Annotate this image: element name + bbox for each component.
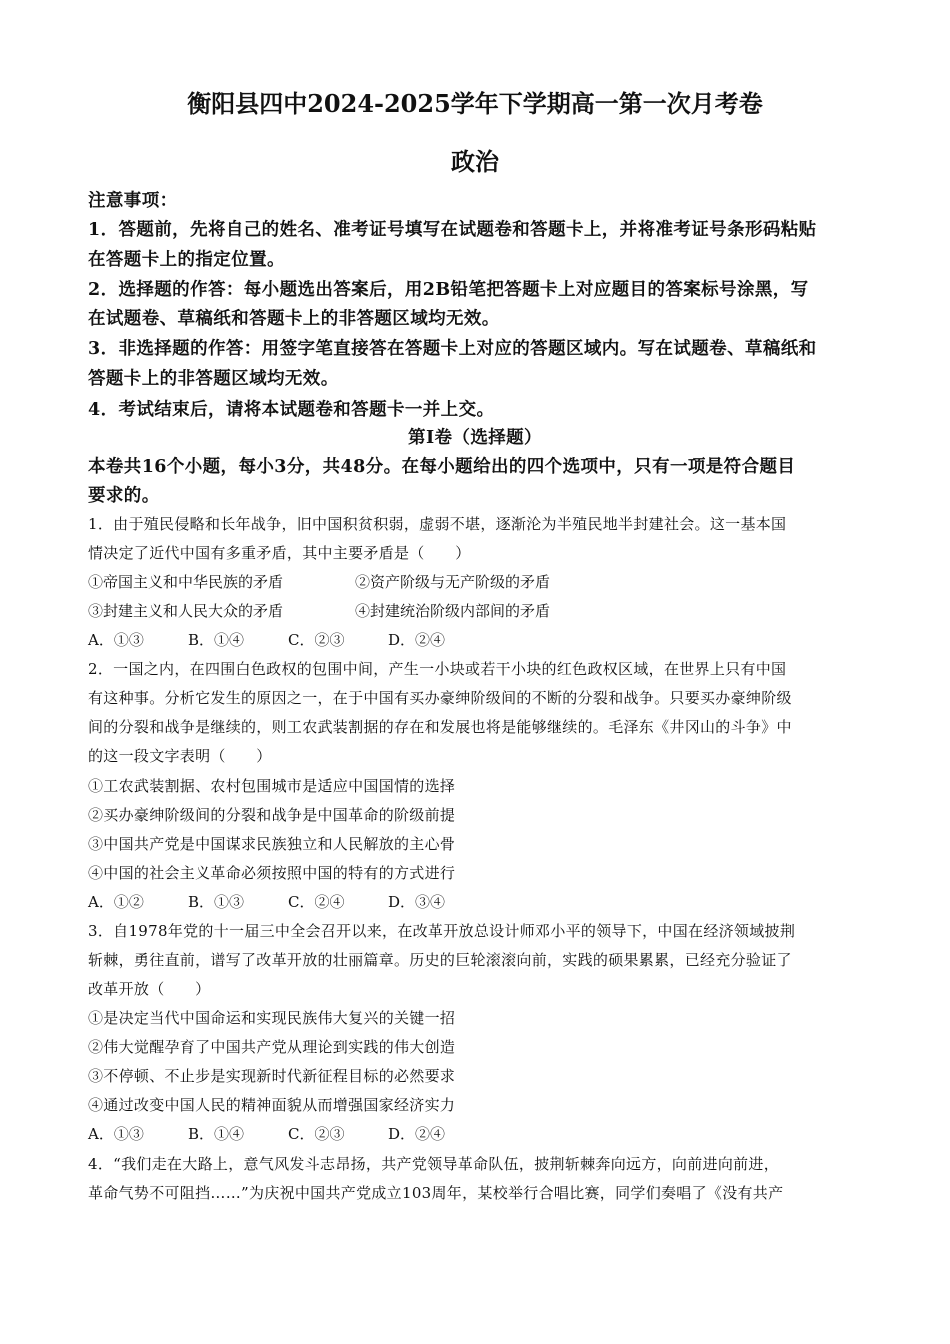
question-3-stem: 3．自1978年党的十一届三中全会召开以来，在改革开放总设计师邓小平的领导下，中国在经济领域披荆 bbox=[88, 922, 796, 940]
question-1-item: ①帝国主义和中华民族的矛盾 bbox=[88, 573, 284, 591]
notice-line: 在试题卷、草稿纸和答题卡上的非答题区域均无效。 bbox=[88, 309, 500, 329]
question-2-item: ③中国共产党是中国谋求民族独立和人民解放的主心骨 bbox=[88, 835, 456, 853]
question-2-stem: 的这一段文字表明（ ） bbox=[88, 747, 272, 765]
question-1-item: ②资产阶级与无产阶级的矛盾 bbox=[355, 573, 551, 591]
question-2-stem: 间的分裂和战争是继续的，则工农武装割据的存在和发展也将是能够继续的。毛泽东《井冈山的斗争》中 bbox=[88, 718, 792, 736]
question-3-item: ④通过改变中国人民的精神面貌从而增强国家经济实力 bbox=[88, 1096, 456, 1114]
exam-title: 衡阳县四中2024-2025学年下学期高一第一次月考卷 bbox=[187, 89, 763, 118]
notice-line: 答题卡上的非答题区域均无效。 bbox=[88, 369, 339, 389]
section-intro: 要求的。 bbox=[88, 486, 160, 506]
question-2-choice-b: B．①③ bbox=[188, 893, 245, 911]
question-1-stem: 1．由于殖民侵略和长年战争，旧中国积贫积弱，虚弱不堪，逐渐沦为半殖民地半封建社会。这一基本国 bbox=[88, 515, 787, 533]
question-1-stem: 情决定了近代中国有多重矛盾，其中主要矛盾是（ ） bbox=[88, 544, 471, 562]
question-2-item: ④中国的社会主义革命必须按照中国的特有的方式进行 bbox=[88, 864, 456, 882]
question-1-choice-c: C．②③ bbox=[288, 631, 345, 649]
section-intro: 本卷共16个小题，每小3分，共48分。在每小题给出的四个选项中，只有一项是符合题目 bbox=[88, 457, 796, 477]
question-2-stem: 有这种事。分析它发生的原因之一，在于中国有买办豪绅阶级间的不断的分裂和战争。只要买办豪绅阶级 bbox=[88, 689, 792, 707]
question-4-stem: 革命气势不可阻挡……”为庆祝中国共产党成立103周年，某校举行合唱比赛，同学们奏唱了《没有共产 bbox=[88, 1184, 784, 1202]
notice-line: 2．选择题的作答：每小题选出答案后，用2B铅笔把答题卡上对应题目的答案标号涂黑，写 bbox=[88, 280, 809, 300]
question-2-choice-c: C．②④ bbox=[288, 893, 345, 911]
question-3-choice-a: A．①③ bbox=[88, 1125, 144, 1143]
question-1-choice-b: B．①④ bbox=[188, 631, 245, 649]
question-3-item: ①是决定当代中国命运和实现民族伟大复兴的关键一招 bbox=[88, 1009, 456, 1027]
question-3-choice-d: D．②④ bbox=[388, 1125, 446, 1143]
notice-line: 1．答题前，先将自己的姓名、准考证号填写在试题卷和答题卡上，并将准考证号条形码粘贴 bbox=[88, 220, 817, 240]
question-2-stem: 2．一国之内，在四围白色政权的包围中间，产生一小块或若干小块的红色政权区域，在世界上只有中国 bbox=[88, 660, 787, 678]
question-3-item: ③不停顿、不止步是实现新时代新征程目标的必然要求 bbox=[88, 1067, 456, 1085]
question-2-item: ②买办豪绅阶级间的分裂和战争是中国革命的阶级前提 bbox=[88, 806, 456, 824]
notice-line: 4．考试结束后，请将本试题卷和答题卡一并上交。 bbox=[88, 400, 495, 420]
question-2-choice-d: D．③④ bbox=[388, 893, 446, 911]
question-3-choice-c: C．②③ bbox=[288, 1125, 345, 1143]
notice-line: 3．非选择题的作答：用签字笔直接答在答题卡上对应的答题区域内。写在试题卷、草稿纸和 bbox=[88, 339, 817, 359]
question-2-choice-a: A．①② bbox=[88, 893, 144, 911]
question-4-stem: 4．“我们走在大路上，意气风发斗志昂扬，共产党领导革命队伍，披荆斩棘奔向远方，向前进向前进， bbox=[88, 1155, 780, 1173]
question-1-item: ④封建统治阶级内部间的矛盾 bbox=[355, 602, 551, 620]
question-3-choice-b: B．①④ bbox=[188, 1125, 245, 1143]
notice-heading: 注意事项： bbox=[88, 191, 178, 211]
question-1-item: ③封建主义和人民大众的矛盾 bbox=[88, 602, 284, 620]
question-1-choice-a: A．①③ bbox=[88, 631, 144, 649]
subject-title: 政治 bbox=[451, 147, 499, 176]
question-3-item: ②伟大觉醒孕育了中国共产党从理论到实践的伟大创造 bbox=[88, 1038, 456, 1056]
section-title: 第Ⅰ卷（选择题） bbox=[408, 428, 542, 448]
question-1-choice-d: D．②④ bbox=[388, 631, 446, 649]
notice-line: 在答题卡上的指定位置。 bbox=[88, 250, 285, 270]
question-3-stem: 改革开放（ ） bbox=[88, 980, 211, 998]
question-3-stem: 斩棘，勇往直前，谱写了改革开放的壮丽篇章。历史的巨轮滚滚向前，实践的硕果累累，已经充分验证了 bbox=[88, 951, 792, 969]
question-2-item: ①工农武装割据、农村包围城市是适应中国国情的选择 bbox=[88, 777, 456, 795]
